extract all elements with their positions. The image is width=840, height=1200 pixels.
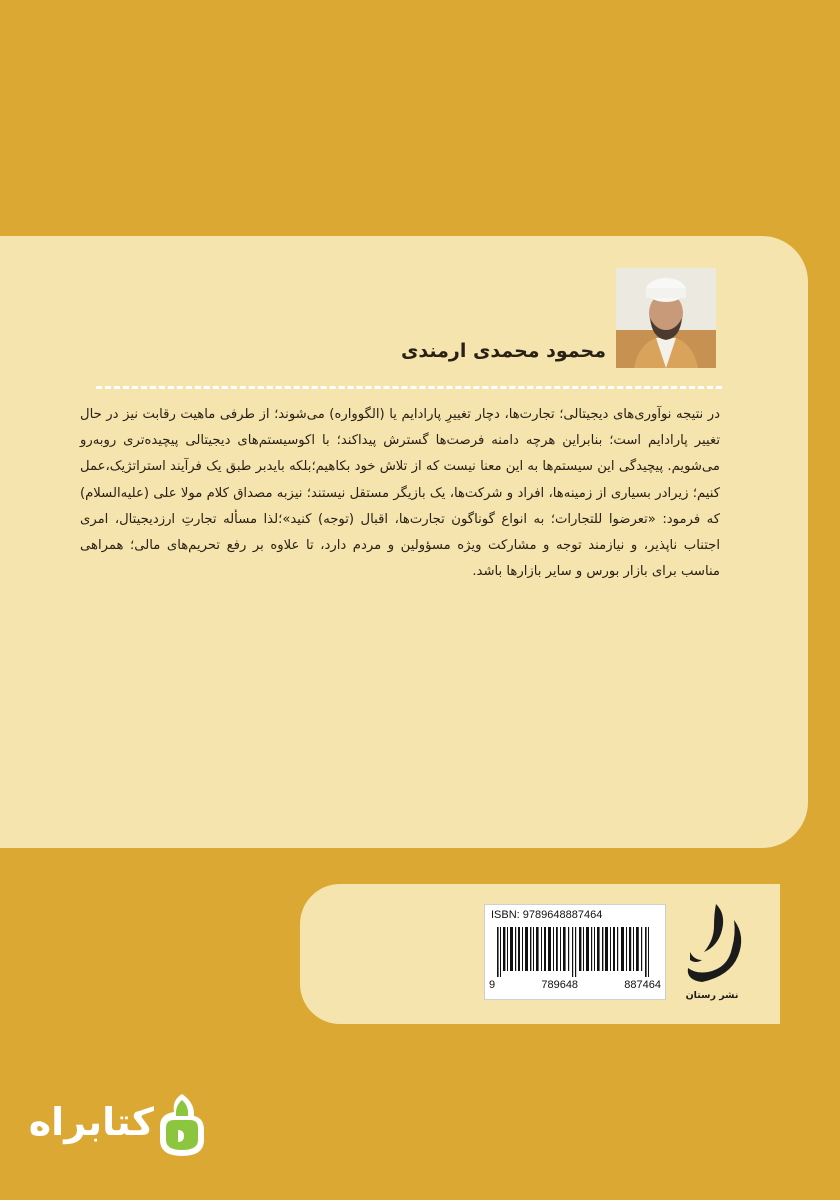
barcode-digits xyxy=(489,979,661,991)
book-description: در نتیجه نوآوری‌های دیجیتالی؛ تجارت‌ها، دچار تغییرِ پارادایم یا (الگوواره) می‌شوند؛ از طرفی ماهیت رقابت نیز در حال تغییر پارادایم است؛ بنابراین هرچه دامنه فرصت‌ها گسترش پیداکند؛ با اکوسیستم‌های دیجیتالی پیچیده‌تری روبه‌رو می‌شویم. پیچیدگی این سیستم‌ها به این معنا نیست که از تلاش خود بکاهیم؛بلکه بایدبر طبق یک فرآیند استراتژیک،عمل کنیم؛ زیرادر بسیاری از زمینه‌ها، افراد و شرکت‌ها، یک بازیگر مستقل نیستند؛ نیزبه مصداق کلام مولا علی (علیه‌السلام) که فرمود: «تعرضوا للتجارات؛ به انواع گوناگون تجارت‌ها، اقبال (توجه) کنید»؛لذا مسأله تجارتِ ارزدیجیتال، امری اجتناب ناپذیر، و نیازمند توجه و مشارکت ویژه مسؤولین و مردم دارد، تا علاوه بر رفع تحریم‌های مالی؛ همراهی مناسب برای بازار بورس و سایر بازارها باشد. xyxy=(80,407,720,580)
publisher-name: نشر رستان xyxy=(685,990,739,1001)
author-name: محمود محمدی ارمندی xyxy=(400,340,606,362)
barcode-group-right: 887464 xyxy=(624,979,661,991)
ketabrah-logo-icon xyxy=(154,1090,210,1160)
barcode-group-left: 789648 xyxy=(541,979,579,991)
isbn-barcode xyxy=(484,904,666,1000)
author-photo xyxy=(616,268,716,368)
isbn-label: ISBN: 9789648887464 xyxy=(491,909,603,921)
ketabrah-brand-name: کتابراه xyxy=(28,1100,154,1144)
barcode-digit-first: 9 xyxy=(489,979,496,991)
publisher-logo-icon xyxy=(682,900,754,988)
dashed-divider xyxy=(96,386,722,389)
barcode-icon xyxy=(493,927,659,977)
